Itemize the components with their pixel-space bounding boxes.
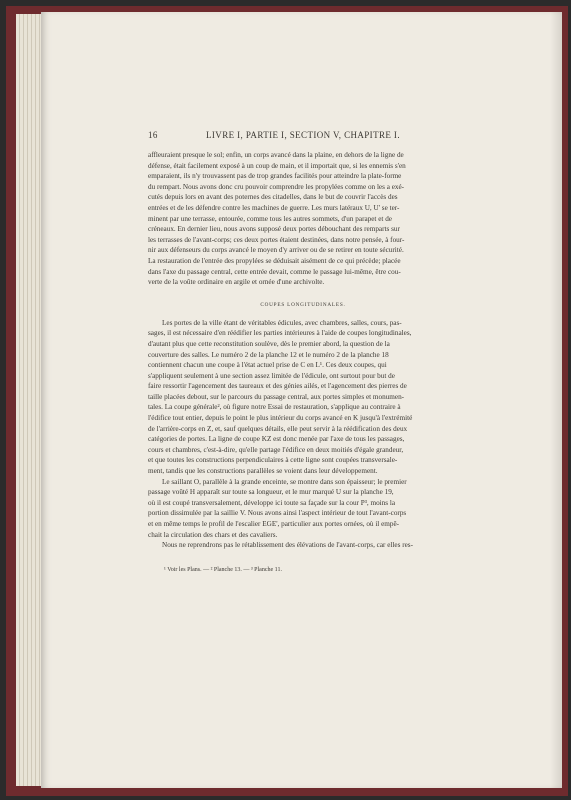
text-line: chait la circulation des chars et des cavaliers.	[148, 530, 278, 539]
section-heading: COUPES LONGITUDINALES.	[260, 301, 346, 308]
text-line: cutés depuis lors en avant des poternes des citadelles, dans le but de couvrir l'accès des	[148, 193, 398, 202]
text-line: créneaux. En dernier lieu, nous avons supposé deux portes débouchant des remparts sur	[148, 225, 400, 234]
text-line: emparaient, ils n'y trouvassent pas de trop grandes facilités pour atteindre la plate-forme	[148, 172, 402, 181]
text-line: passage voûté H apparaît sur toute sa longueur, et le mur marqué U sur la planche 19,	[148, 488, 394, 497]
text-line: couverture des salles. Le numéro 2 de la planche 12 et le numéro 2 de la planche 18	[148, 350, 389, 359]
text-line: dans l'axe du passage central, cette entrée devait, comme le passage lui-même, être cou-	[148, 267, 401, 276]
text-line: entrées et de les défendre contre les machines de guerre. Les murs latéraux U, U' se ter-	[148, 203, 400, 212]
text-line: Les portes de la ville étant de véritables édicules, avec chambres, salles, cours, pas-	[162, 318, 402, 327]
page-edges	[16, 14, 42, 786]
text-line: d'autant plus que cette reconstitution soulève, dès le premier abord, la question de la	[148, 339, 390, 348]
paragraph-continuation	[148, 150, 458, 288]
footnotes: ¹ Voir les Plans. — ² Planche 13. — ³ Planche 11.	[164, 566, 282, 573]
text-line: du rempart. Nous avons donc cru pouvoir comprendre les propylées comme on les a exé-	[148, 182, 405, 191]
text-line: l'édifice tout entier, depuis le point le plus intérieur du corps avancé en K jusqu'à l'extrémité	[148, 414, 413, 423]
text-line: La restauration de l'entrée des propylées se déduisait aisément de ce qui précède; placée	[148, 256, 401, 265]
paragraph-coupes	[148, 318, 458, 477]
text-line: défense, était facilement exposé à un coup de main, et il importait que, si les ennemis s'en	[148, 161, 406, 170]
text-line: minent par une terrasse, entourée, comme tous les autres sommets, d'un parapet et de	[148, 214, 392, 223]
text-line: où il est coupé transversalement, développe ici toute sa façade sur la cour P³, moins la	[148, 498, 396, 507]
running-title: LIVRE I, PARTIE I, SECTION V, CHAPITRE I.	[206, 130, 400, 140]
paragraph-saillant	[148, 477, 458, 541]
text-line: portion dissimulée par la saillie V. Nous avons ainsi l'aspect intérieur de tout l'avant-corps	[148, 509, 407, 518]
text-line: Le saillant O, parallèle à la grande enceinte, se montre dans son épaisseur; le premier	[162, 477, 407, 486]
text-line: catégories de portes. La ligne de coupe KZ est donc menée par l'axe de tous les passages,	[148, 435, 405, 444]
text-line: ment, tandis que les constructions parallèles se voient dans leur développement.	[148, 467, 378, 476]
page-gutter-shadow	[550, 12, 562, 788]
text-line: les terrasses de l'avant-corps; ces deux portes étaient destinées, dans notre pensée, à four-	[148, 235, 405, 244]
text-line: verte de la voûte ordinaire en argile et ornée d'une archivolte.	[148, 278, 325, 287]
text-line: faire ressortir l'agencement des taureaux et des génies ailés, et l'agencement des pierres de	[148, 382, 407, 391]
text-line: Nous ne reprendrons pas le rétablissement des élévations de l'avant-corps, car elles res-	[162, 541, 413, 550]
text-line: et que toutes les constructions perpendiculaires à cette ligne sont coupées transversale-	[148, 456, 398, 465]
paragraph-final	[148, 540, 458, 551]
text-line: taille placées debout, sur le parcours du passage central, aux portes simples et monumen-	[148, 392, 405, 401]
text-block	[148, 130, 458, 573]
text-line: cours et chambres, c'est-à-dire, qu'elle partage l'édifice en deux moitiés d'égale grandeur,	[148, 445, 404, 454]
page-number: 16	[148, 130, 158, 140]
text-line: contiennent chacun une coupe à l'état actuel prise de C en L¹. Ces deux coupes, qui	[148, 361, 387, 370]
text-line: et en même temps le profil de l'escalier EGE', particulier aux portes ornées, où il empê-	[148, 520, 400, 528]
text-line: tales. La coupe générale², où figure notre Essai de restauration, s'applique au contraire à	[148, 403, 401, 412]
text-line: de l'arrière-corps en Z, et, sauf quelques détails, elle peut servir à la réédification des deux	[148, 424, 408, 433]
running-header	[148, 130, 458, 146]
text-line: s'appliquent seulement à une section assez limitée de l'édicule, ont surtout pour but de	[148, 371, 395, 380]
text-line: affleuraient presque le sol; enfin, un corps avancé dans la plaine, en dehors de la ligne de	[148, 151, 404, 159]
text-line: sages, il est nécessaire d'en réédifier les parties intérieures à l'aide de coupes longitudinales,	[148, 329, 412, 338]
text-line: nir aux défenseurs du corps avancé le moyen d'y arriver ou de se retirer en toute sécurité.	[148, 246, 404, 255]
